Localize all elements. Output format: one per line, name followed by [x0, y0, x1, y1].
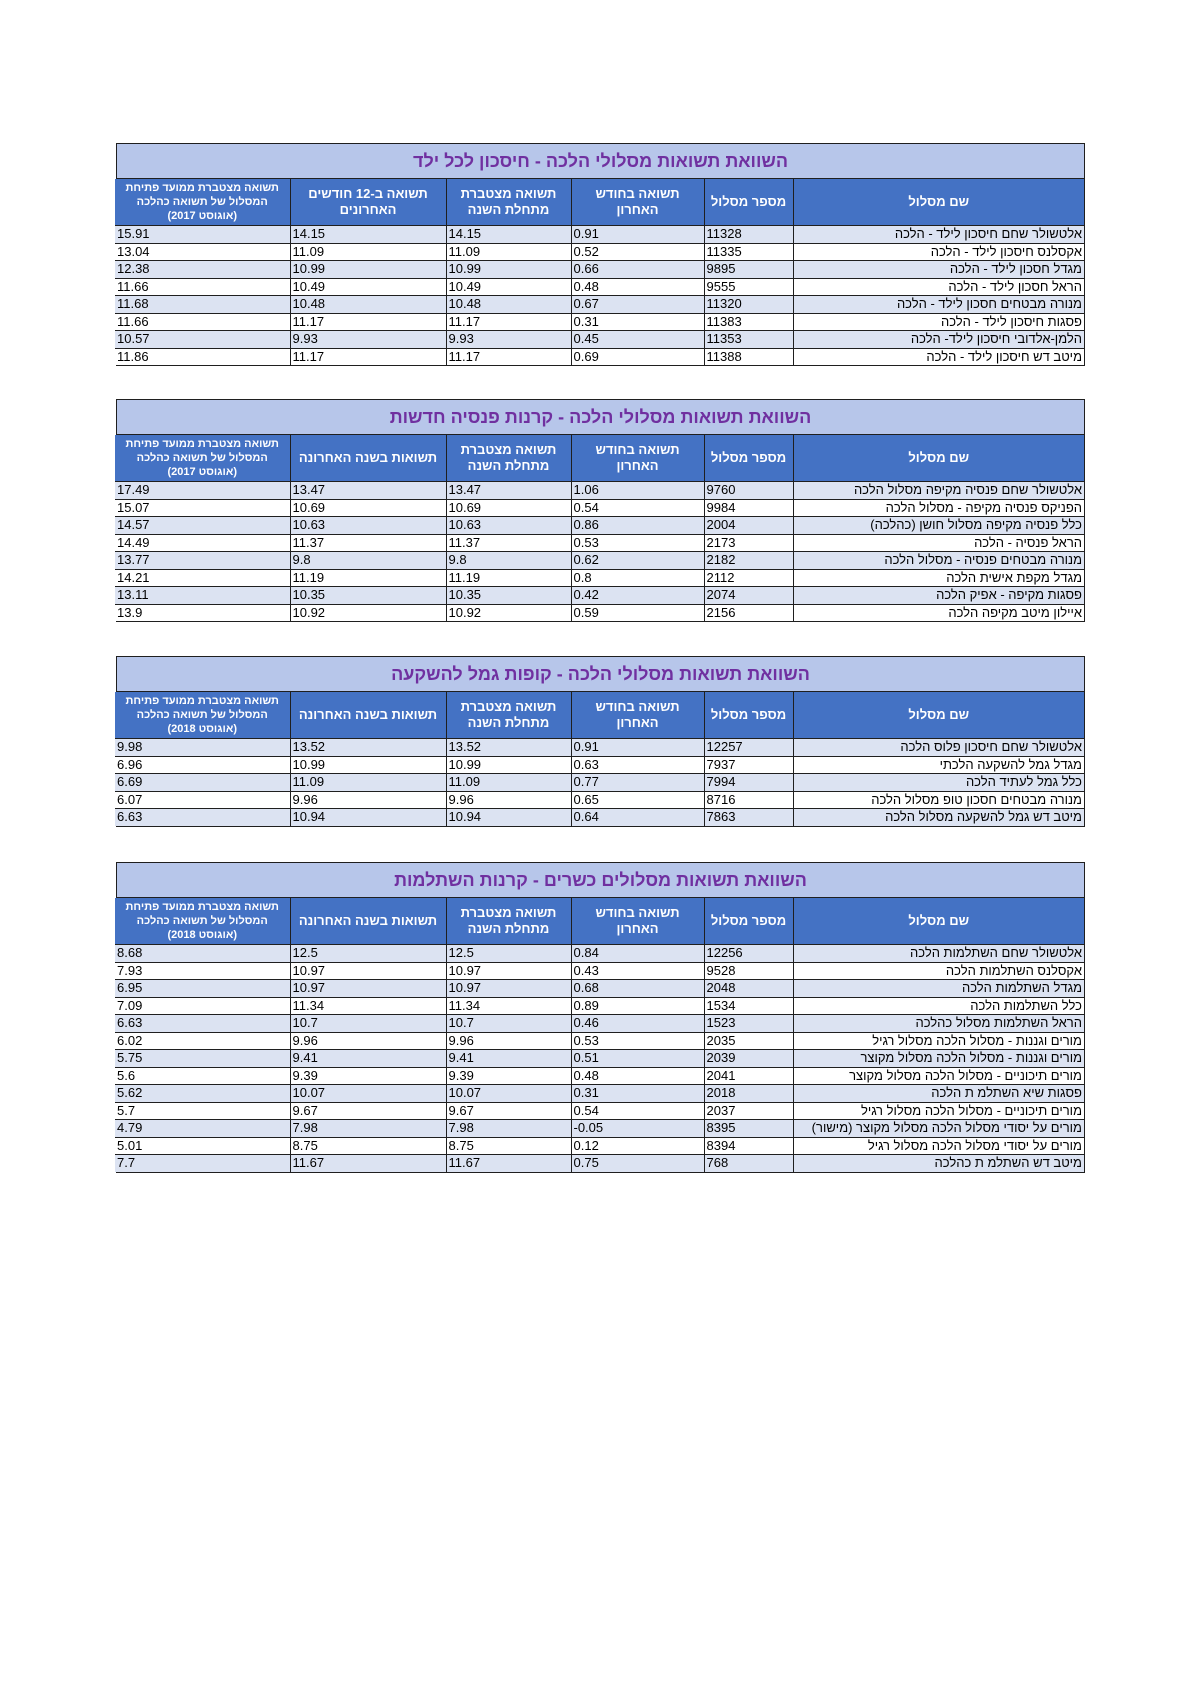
fund-name-cell: מורים תיכוניים - מסלול הלכה מסלול מקוצר [793, 1067, 1084, 1085]
value-cell: 7.09 [115, 997, 290, 1015]
fund-name-cell: הלמן-אלדובי חיסכון לילד- הלכה [793, 331, 1084, 349]
value-cell: 10.69 [446, 499, 571, 517]
value-cell: 11383 [704, 313, 793, 331]
table-row [115, 1015, 1084, 1033]
value-cell: 10.99 [446, 261, 571, 279]
value-cell: 10.97 [446, 980, 571, 998]
value-cell: 17.49 [115, 482, 290, 500]
value-cell: 11.66 [115, 278, 290, 296]
value-cell: 2112 [704, 569, 793, 587]
value-cell: 9.67 [290, 1102, 446, 1120]
value-cell: 10.94 [446, 809, 571, 826]
value-cell: 0.48 [571, 1067, 704, 1085]
value-cell: 0.68 [571, 980, 704, 998]
table-row [115, 261, 1084, 279]
value-cell: 0.31 [571, 1085, 704, 1103]
value-cell: 8394 [704, 1137, 793, 1155]
value-cell: 12257 [704, 739, 793, 757]
value-cell: 6.02 [115, 1032, 290, 1050]
value-cell: 9.96 [446, 791, 571, 809]
table-row [115, 774, 1084, 792]
value-cell: 6.63 [115, 1015, 290, 1033]
table-row [115, 331, 1084, 349]
value-cell: 6.96 [115, 756, 290, 774]
value-cell: 0.77 [571, 774, 704, 792]
value-cell: 9.96 [290, 1032, 446, 1050]
fund-name-cell: מנורה מבטחים חסכון טופ מסלול הלכה [793, 791, 1084, 809]
table-row [115, 243, 1084, 261]
fund-name-cell: איילון מיטב מקיפה הלכה [793, 604, 1084, 621]
fund-name-cell: הפניקס פנסיה מקיפה - מסלול הלכה [793, 499, 1084, 517]
value-cell: 0.46 [571, 1015, 704, 1033]
value-cell: 10.99 [290, 756, 446, 774]
fund-name-cell: פסגות חיסכון לילד - הלכה [793, 313, 1084, 331]
value-cell: -0.05 [571, 1120, 704, 1138]
table-row [115, 1137, 1084, 1155]
value-cell: 11.37 [446, 534, 571, 552]
fund-name-cell: מגדל חסכון לילד - הלכה [793, 261, 1084, 279]
fund-name-cell: אלטשולר שחם השתלמות הלכה [793, 945, 1084, 963]
table-row [115, 1155, 1084, 1172]
table-row [115, 587, 1084, 605]
value-cell: 9.8 [446, 552, 571, 570]
value-cell: 0.54 [571, 1102, 704, 1120]
column-header: תשואה מצטברת ממועד פתיחת המסלול של תשואה כהלכה (אוגוסט 2017) [115, 435, 290, 482]
table-row [115, 1102, 1084, 1120]
table-row [115, 348, 1084, 365]
table-title: השוואת תשואות מסלולי הלכה - קופות גמל להשקעה [117, 657, 1084, 692]
table-row [115, 296, 1084, 314]
value-cell: 10.99 [446, 756, 571, 774]
column-header: תשואה מצטברת מתחלת השנה [446, 692, 571, 739]
table-row [115, 1050, 1084, 1068]
value-cell: 15.07 [115, 499, 290, 517]
value-cell: 8.75 [446, 1137, 571, 1155]
value-cell: 10.48 [290, 296, 446, 314]
column-header: תשואות בשנה האחרונה [290, 435, 446, 482]
column-header: מספר מסלול [704, 898, 793, 945]
column-header: תשואה מצטברת מתחלת השנה [446, 179, 571, 226]
value-cell: 2037 [704, 1102, 793, 1120]
value-cell: 6.95 [115, 980, 290, 998]
table-title: השוואת תשואות מסלולים כשרים - קרנות השתלמות [117, 863, 1084, 898]
column-header: תשואה מצטברת ממועד פתיחת המסלול של תשואה כהלכה (אוגוסט 2017) [115, 179, 290, 226]
table-provident-funds [116, 656, 1085, 827]
fund-name-cell: מגדל גמל להשקעה הלכתי [793, 756, 1084, 774]
value-cell: 10.35 [290, 587, 446, 605]
header-row [115, 179, 1084, 226]
value-cell: 9.41 [290, 1050, 446, 1068]
value-cell: 0.48 [571, 278, 704, 296]
table-row [115, 604, 1084, 621]
value-cell: 2156 [704, 604, 793, 621]
value-cell: 6.69 [115, 774, 290, 792]
fund-name-cell: אלטשולר שחם חיסכון לילד - הלכה [793, 226, 1084, 244]
value-cell: 0.62 [571, 552, 704, 570]
column-header: תשואה מצטברת ממועד פתיחת המסלול של תשואה כהלכה (אוגוסט 2018) [115, 898, 290, 945]
column-header: שם מסלול [793, 179, 1084, 226]
value-cell: 11.17 [446, 348, 571, 365]
value-cell: 0.54 [571, 499, 704, 517]
value-cell: 5.6 [115, 1067, 290, 1085]
fund-name-cell: מורים על יסודי מסלול הלכה מסלול רגיל [793, 1137, 1084, 1155]
value-cell: 8395 [704, 1120, 793, 1138]
table-row [115, 313, 1084, 331]
fund-name-cell: מיטב דש חיסכון לילד - הלכה [793, 348, 1084, 365]
value-cell: 11.19 [290, 569, 446, 587]
value-cell: 0.86 [571, 517, 704, 535]
value-cell: 11.09 [290, 774, 446, 792]
table-row [115, 980, 1084, 998]
value-cell: 2041 [704, 1067, 793, 1085]
column-header: מספר מסלול [704, 692, 793, 739]
fund-name-cell: כלל גמל לעתיד הלכה [793, 774, 1084, 792]
table-row [115, 997, 1084, 1015]
value-cell: 0.65 [571, 791, 704, 809]
value-cell: 9.39 [290, 1067, 446, 1085]
value-cell: 10.35 [446, 587, 571, 605]
value-cell: 14.15 [446, 226, 571, 244]
value-cell: 11.17 [290, 348, 446, 365]
value-cell: 1534 [704, 997, 793, 1015]
data-table [115, 692, 1084, 826]
value-cell: 0.63 [571, 756, 704, 774]
value-cell: 12.5 [446, 945, 571, 963]
value-cell: 10.63 [290, 517, 446, 535]
value-cell: 0.64 [571, 809, 704, 826]
value-cell: 10.92 [446, 604, 571, 621]
value-cell: 0.84 [571, 945, 704, 963]
value-cell: 0.53 [571, 1032, 704, 1050]
column-header: תשואה מצטברת מתחלת השנה [446, 898, 571, 945]
value-cell: 0.42 [571, 587, 704, 605]
value-cell: 0.91 [571, 739, 704, 757]
value-cell: 10.57 [115, 331, 290, 349]
value-cell: 2039 [704, 1050, 793, 1068]
value-cell: 11353 [704, 331, 793, 349]
value-cell: 1.06 [571, 482, 704, 500]
fund-name-cell: מורים על יסודי מסלול הלכה מסלול מקוצר (מישור) [793, 1120, 1084, 1138]
value-cell: 2182 [704, 552, 793, 570]
value-cell: 7937 [704, 756, 793, 774]
value-cell: 9528 [704, 962, 793, 980]
value-cell: 14.49 [115, 534, 290, 552]
value-cell: 10.94 [290, 809, 446, 826]
value-cell: 9760 [704, 482, 793, 500]
value-cell: 7.98 [446, 1120, 571, 1138]
value-cell: 8716 [704, 791, 793, 809]
value-cell: 11.34 [290, 997, 446, 1015]
column-header: תשואה בחודש האחרון [571, 435, 704, 482]
table-row [115, 1120, 1084, 1138]
column-header: תשואה בחודש האחרון [571, 692, 704, 739]
value-cell: 11.67 [290, 1155, 446, 1172]
table-row [115, 756, 1084, 774]
value-cell: 0.45 [571, 331, 704, 349]
fund-name-cell: מורים וגננות - מסלול הלכה מסלול רגיל [793, 1032, 1084, 1050]
table-row [115, 517, 1084, 535]
table-title: השוואת תשואות מסלולי הלכה - חיסכון לכל ילד [117, 144, 1084, 179]
fund-name-cell: מנורה מבטחים חסכון לילד - הלכה [793, 296, 1084, 314]
fund-name-cell: כלל השתלמות הלכה [793, 997, 1084, 1015]
table-kids-savings [116, 143, 1085, 366]
fund-name-cell: אלטשולר שחם חיסכון פלוס הלכה [793, 739, 1084, 757]
value-cell: 11.17 [290, 313, 446, 331]
value-cell: 9.98 [115, 739, 290, 757]
fund-name-cell: אלטשולר שחם פנסיה מקיפה מסלול הלכה [793, 482, 1084, 500]
value-cell: 11328 [704, 226, 793, 244]
value-cell: 13.11 [115, 587, 290, 605]
value-cell: 0.52 [571, 243, 704, 261]
table-study-funds [116, 862, 1085, 1173]
value-cell: 0.12 [571, 1137, 704, 1155]
value-cell: 12256 [704, 945, 793, 963]
value-cell: 5.62 [115, 1085, 290, 1103]
table-row [115, 1032, 1084, 1050]
column-header: מספר מסלול [704, 179, 793, 226]
value-cell: 2173 [704, 534, 793, 552]
value-cell: 0.59 [571, 604, 704, 621]
value-cell: 11.17 [446, 313, 571, 331]
value-cell: 10.97 [290, 962, 446, 980]
value-cell: 9555 [704, 278, 793, 296]
fund-name-cell: מגדל מקפת אישית הלכה [793, 569, 1084, 587]
value-cell: 13.47 [290, 482, 446, 500]
value-cell: 10.97 [290, 980, 446, 998]
table-row [115, 791, 1084, 809]
value-cell: 12.5 [290, 945, 446, 963]
table-pension-funds [116, 399, 1085, 622]
value-cell: 9.96 [290, 791, 446, 809]
value-cell: 10.07 [446, 1085, 571, 1103]
fund-name-cell: הראל חסכון לילד - הלכה [793, 278, 1084, 296]
column-header: תשואות בשנה האחרונה [290, 692, 446, 739]
value-cell: 11.19 [446, 569, 571, 587]
table-row [115, 552, 1084, 570]
table-row [115, 226, 1084, 244]
value-cell: 12.38 [115, 261, 290, 279]
value-cell: 0.91 [571, 226, 704, 244]
header-row [115, 692, 1084, 739]
value-cell: 11.68 [115, 296, 290, 314]
value-cell: 8.75 [290, 1137, 446, 1155]
column-header: תשואה בחודש האחרון [571, 179, 704, 226]
value-cell: 7.7 [115, 1155, 290, 1172]
value-cell: 7994 [704, 774, 793, 792]
table-title: השוואת תשואות מסלולי הלכה - קרנות פנסיה חדשות [117, 400, 1084, 435]
value-cell: 10.69 [290, 499, 446, 517]
table-row [115, 569, 1084, 587]
fund-name-cell: פסגות מקיפה - אפיק הלכה [793, 587, 1084, 605]
value-cell: 0.8 [571, 569, 704, 587]
column-header: תשואה מצטברת מתחלת השנה [446, 435, 571, 482]
value-cell: 13.52 [446, 739, 571, 757]
value-cell: 10.07 [290, 1085, 446, 1103]
value-cell: 2074 [704, 587, 793, 605]
value-cell: 2035 [704, 1032, 793, 1050]
value-cell: 9.93 [290, 331, 446, 349]
value-cell: 0.53 [571, 534, 704, 552]
value-cell: 9984 [704, 499, 793, 517]
table-row [115, 962, 1084, 980]
value-cell: 0.51 [571, 1050, 704, 1068]
table-row [115, 945, 1084, 963]
fund-name-cell: הראל השתלמות מסלול כהלכה [793, 1015, 1084, 1033]
value-cell: 10.97 [446, 962, 571, 980]
value-cell: 6.07 [115, 791, 290, 809]
value-cell: 9.93 [446, 331, 571, 349]
value-cell: 768 [704, 1155, 793, 1172]
value-cell: 0.89 [571, 997, 704, 1015]
value-cell: 2048 [704, 980, 793, 998]
value-cell: 11320 [704, 296, 793, 314]
value-cell: 7863 [704, 809, 793, 826]
fund-name-cell: מורים תיכוניים - מסלול הלכה מסלול רגיל [793, 1102, 1084, 1120]
table-row [115, 1067, 1084, 1085]
value-cell: 10.49 [446, 278, 571, 296]
value-cell: 0.66 [571, 261, 704, 279]
fund-name-cell: פסגות שיא השתלמ ת הלכה [793, 1085, 1084, 1103]
data-table [115, 898, 1084, 1172]
fund-name-cell: מיטב דש גמל להשקעה מסלול הלכה [793, 809, 1084, 826]
table-row [115, 739, 1084, 757]
value-cell: 7.98 [290, 1120, 446, 1138]
fund-name-cell: מיטב דש השתלמ ת כהלכה [793, 1155, 1084, 1172]
fund-name-cell: מגדל השתלמות הלכה [793, 980, 1084, 998]
value-cell: 9.67 [446, 1102, 571, 1120]
table-row [115, 499, 1084, 517]
data-table [115, 435, 1084, 621]
value-cell: 9.96 [446, 1032, 571, 1050]
header-row [115, 435, 1084, 482]
value-cell: 11.86 [115, 348, 290, 365]
value-cell: 2018 [704, 1085, 793, 1103]
fund-name-cell: מנורה מבטחים פנסיה - מסלול הלכה [793, 552, 1084, 570]
data-table [115, 179, 1084, 365]
value-cell: 0.31 [571, 313, 704, 331]
value-cell: 6.63 [115, 809, 290, 826]
fund-name-cell: הראל פנסיה - הלכה [793, 534, 1084, 552]
column-header: שם מסלול [793, 898, 1084, 945]
value-cell: 15.91 [115, 226, 290, 244]
header-row [115, 898, 1084, 945]
column-header: תשואה בחודש האחרון [571, 898, 704, 945]
value-cell: 11.09 [446, 774, 571, 792]
table-row [115, 1085, 1084, 1103]
value-cell: 13.52 [290, 739, 446, 757]
value-cell: 11.67 [446, 1155, 571, 1172]
value-cell: 11.66 [115, 313, 290, 331]
value-cell: 10.7 [290, 1015, 446, 1033]
column-header: תשואה ב-12 חודשים האחרונים [290, 179, 446, 226]
value-cell: 10.48 [446, 296, 571, 314]
value-cell: 1523 [704, 1015, 793, 1033]
value-cell: 14.57 [115, 517, 290, 535]
value-cell: 10.7 [446, 1015, 571, 1033]
column-header: שם מסלול [793, 692, 1084, 739]
fund-name-cell: מורים וגננות - מסלול הלכה מסלול מקוצר [793, 1050, 1084, 1068]
value-cell: 5.01 [115, 1137, 290, 1155]
value-cell: 13.04 [115, 243, 290, 261]
value-cell: 0.69 [571, 348, 704, 365]
value-cell: 11388 [704, 348, 793, 365]
value-cell: 4.79 [115, 1120, 290, 1138]
fund-name-cell: אקסלנס חיסכון לילד - הלכה [793, 243, 1084, 261]
value-cell: 0.67 [571, 296, 704, 314]
value-cell: 0.43 [571, 962, 704, 980]
table-row [115, 482, 1084, 500]
value-cell: 11335 [704, 243, 793, 261]
fund-name-cell: כלל פנסיה מקיפה מסלול חושן (כהלכה) [793, 517, 1084, 535]
value-cell: 14.15 [290, 226, 446, 244]
value-cell: 13.47 [446, 482, 571, 500]
value-cell: 10.63 [446, 517, 571, 535]
value-cell: 5.7 [115, 1102, 290, 1120]
value-cell: 10.99 [290, 261, 446, 279]
value-cell: 11.09 [290, 243, 446, 261]
column-header: תשואות בשנה האחרונה [290, 898, 446, 945]
value-cell: 13.9 [115, 604, 290, 621]
column-header: מספר מסלול [704, 435, 793, 482]
value-cell: 9.8 [290, 552, 446, 570]
value-cell: 10.49 [290, 278, 446, 296]
value-cell: 11.37 [290, 534, 446, 552]
value-cell: 9895 [704, 261, 793, 279]
value-cell: 8.68 [115, 945, 290, 963]
value-cell: 11.09 [446, 243, 571, 261]
value-cell: 9.39 [446, 1067, 571, 1085]
value-cell: 0.75 [571, 1155, 704, 1172]
column-header: תשואה מצטברת ממועד פתיחת המסלול של תשואה כהלכה (אוגוסט 2018) [115, 692, 290, 739]
value-cell: 10.92 [290, 604, 446, 621]
column-header: שם מסלול [793, 435, 1084, 482]
value-cell: 5.75 [115, 1050, 290, 1068]
value-cell: 2004 [704, 517, 793, 535]
table-row [115, 278, 1084, 296]
value-cell: 9.41 [446, 1050, 571, 1068]
table-row [115, 809, 1084, 826]
value-cell: 11.34 [446, 997, 571, 1015]
fund-name-cell: אקסלנס השתלמות הלכה [793, 962, 1084, 980]
table-row [115, 534, 1084, 552]
value-cell: 7.93 [115, 962, 290, 980]
value-cell: 14.21 [115, 569, 290, 587]
value-cell: 13.77 [115, 552, 290, 570]
